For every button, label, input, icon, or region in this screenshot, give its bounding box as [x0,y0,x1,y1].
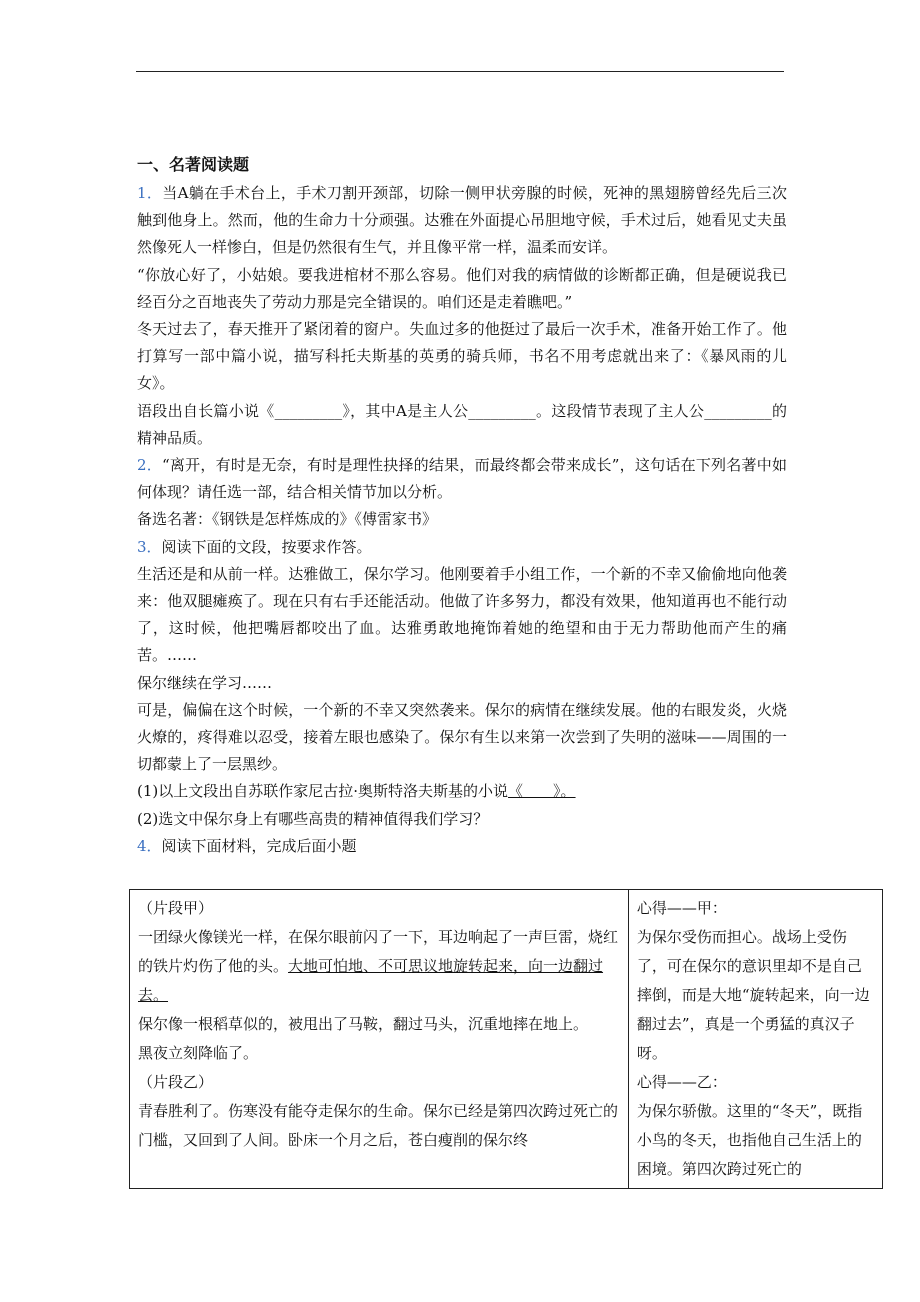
blank-book-title[interactable]: 《 》。 [508,782,576,801]
document-body [137,150,787,860]
blank-spirit[interactable]: _________ [704,401,772,420]
question-1-paragraph-1 [137,180,787,262]
question-1-quote: “你放心好了，小姑娘。要我进棺材不那么容易。他们对我的病情做的诊断都正确，但是硬说我已经百分之百地丧失了劳动力那是完全错误的。咱们还是走着瞧吧。” [137,265,787,311]
fragment-a-label: （片段甲） [138,899,214,917]
question-3-number: 3． [137,537,162,556]
question-3-intro [137,534,787,561]
fragments-cell [130,890,629,1189]
question-3-passage-3: 可是，偏偏在这个时候，一个新的不幸又突然袭来。保尔的病情在继续发展。他的右眼发炎，火烧火燎的，疼得难以忍受，接着左眼也感染了。保尔有生以来第一次尝到了失明的滋味——周围的一切都蒙上了一层黑纱。 [137,700,787,774]
question-2-options: 备选名著：《钢铁是怎样炼成的》《傅雷家书》 [137,510,438,529]
question-4-intro [137,833,787,860]
fragment-b-label: （片段乙） [138,1073,214,1091]
question-4-intro-text: 阅读下面材料，完成后面小题 [161,836,357,855]
fill-text-4: 的精神品质。 [137,401,787,447]
fragment-a-underlined: 大地可怕地、不可思议地旋转起来，向一边翻过去。 [138,957,604,1004]
reflection-a-text: 为保尔受伤而担心。战场上受伤了，可在保尔的意识里却不是自己摔倒，而是大地“旋转起来，向一边翻过去”，真是一个勇猛的真汉子呀。 [636,928,870,1062]
question-1-number: 1． [137,184,163,202]
reflection-a-label: 心得——甲： [636,899,727,917]
fragment-a-paragraph-2: 保尔像一根稻草似的，被甩出了马鞍，翻过马头，沉重地摔在地上。 [138,1015,589,1033]
section-title: 一、名著阅读题 [137,155,250,174]
question-1-fill-in [137,398,787,452]
fill-text-2: 》，其中A是主人公 [342,401,469,420]
question-2-text: “离开，有时是无奈，有时是理性抉择的结果，而最终都会带来成长”，这句话在下列名著中如何体现？请任选一部，结合相关情节加以分析。 [137,456,787,502]
header-rule [136,71,784,72]
table-row [130,890,883,1189]
fragment-b-paragraph-1: 青春胜利了。伤寒没有能夺走保尔的生命。保尔已经是第四次跨过死亡的门槛，又回到了人间。卧床一个月之后，苍白瘦削的保尔终 [138,1102,619,1149]
question-1-paragraph-3: 冬天过去了，春天推开了紧闭着的窗户。失血过多的他挺过了最后一次手术，准备开始工作了。他打算写一部中篇小说，描写科托夫斯基的英勇的骑兵师，书名不用考虑就出来了：《暴风雨的儿女》。 [137,320,787,393]
blank-protagonist[interactable]: _________ [468,401,536,420]
question-4-number: 4． [137,836,162,855]
blank-novel-title[interactable]: _________ [274,401,343,420]
question-2-prompt [137,452,787,506]
question-3-sub-2: (2)选文中保尔身上有哪些高贵的精神值得我们学习？ [137,809,489,828]
question-3-sub-1 [137,778,787,805]
question-3-passage-2: 保尔继续在学习…… [137,673,273,692]
fragment-a-paragraph-1 [138,923,620,1010]
fill-text-3: 。这段情节表现了主人公 [535,401,705,420]
question-2-number: 2． [137,456,163,475]
reflection-b-label: 心得——乙： [636,1073,727,1091]
fragment-a-text: 一团绿火像镁光一样，在保尔眼前闪了一下，耳边响起了一声巨雷，烧红的铁片灼伤了他的头。 [138,928,619,975]
sub-1-text: (1)以上文段出自苏联作家尼古拉·奥斯特洛夫斯基的小说 [137,782,509,801]
reading-material-table [129,889,883,1189]
question-3-intro-text: 阅读下面的文段，按要求作答。 [161,537,372,556]
fill-text-1: 语段出自长篇小说《 [137,401,275,420]
reflections-cell [628,890,882,1189]
fragment-a-paragraph-3: 黑夜立刻降临了。 [138,1044,259,1062]
question-1-text: 当A躺在手术台上，手术刀割开颈部，切除一侧甲状旁腺的时候，死神的黑翅膀曾经先后三次触到他身上。然而，他的生命力十分顽强。达雅在外面提心吊胆地守候，手术过后，她看见丈夫虽然像死人一样惨白，但是仍然很有生气，并且像平常一样，温柔而安详。 [137,184,788,257]
reflection-b-text: 为保尔骄傲。这里的“冬天”，既指小鸟的冬天，也指他自己生活上的困境。第四次跨过死亡的 [636,1102,863,1178]
question-3-passage-1: 生活还是和从前一样。达雅做工，保尔学习。他刚要着手小组工作，一个新的不幸又偷偷地向他袭来：他双腿瘫痪了。现在只有右手还能活动。他做了许多努力，都没有效果，他知道再也不能行动了，这时候，他把嘴唇都咬出了血。达雅勇敢地掩饰着她的绝望和由于无力帮助他而产生的痛苦。…… [137,564,787,665]
